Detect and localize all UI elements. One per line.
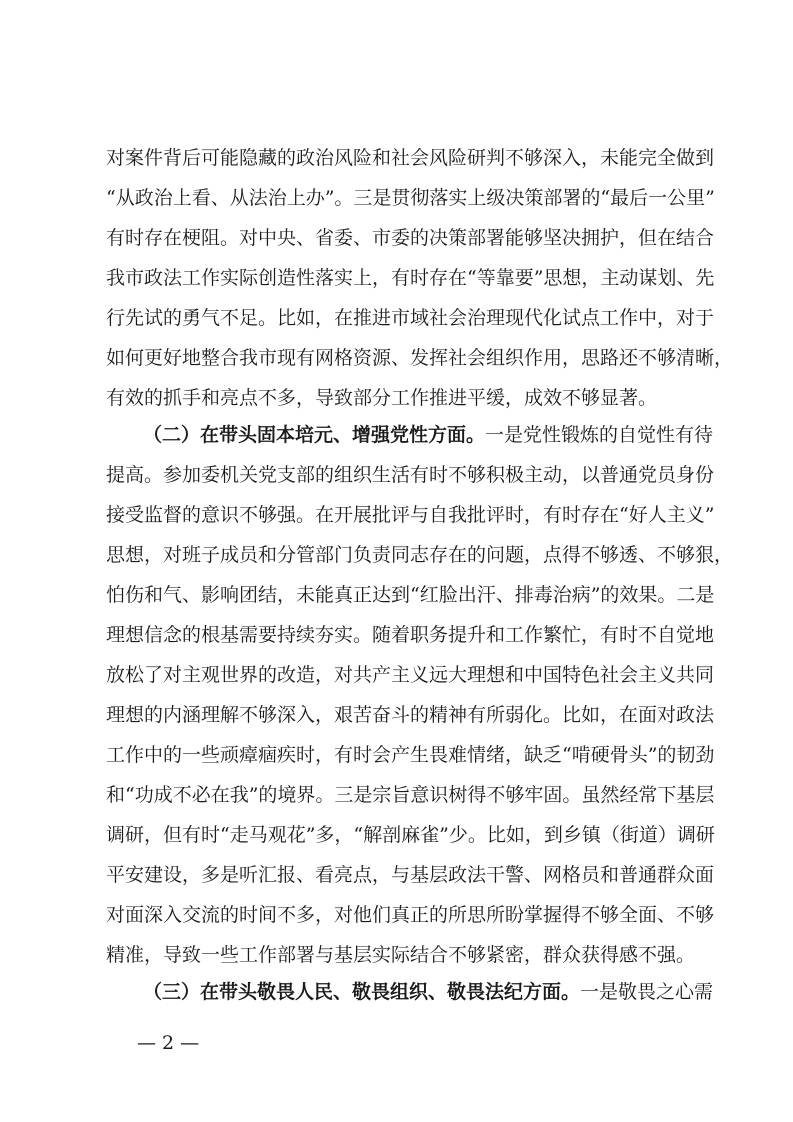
body-text-line: 理想信念的根基需要持续夯实。随着职务提升和工作繁忙，有时不自觉地 (106, 624, 715, 646)
body-text-line: “从政治上看、从法治上办”。三是贯彻落实上级决策部署的“最后一公里” (106, 187, 715, 209)
body-text-line: 理想的内涵理解不够深入，艰苦奋斗的精神有所弱化。比如，在面对政法 (106, 704, 715, 726)
body-text-line: 接受监督的意识不够强。在开展批评与自我批评时，有时存在“好人主义” (106, 504, 715, 526)
body-text-line: 思想，对班子成员和分管部门负责同志存在的问题，点得不够透、不够狠， (106, 544, 734, 566)
body-text-line: 放松了对主观世界的改造，对共产主义远大理想和中国特色社会主义共同 (106, 664, 715, 686)
section-2-heading: （二）在带头固本培元、增强党性方面。 (143, 424, 486, 446)
body-text-line: 调研，但有时“走马观花”多，“解剖麻雀”少。比如，到乡镇（街道）调研 (106, 824, 715, 846)
body-text-line: 精准，导致一些工作部署与基层实际结合不够紧密，群众获得感不强。 (106, 944, 696, 966)
body-text-line: 和“功成不必在我”的境界。三是宗旨意识树得不够牢固。虽然经常下基层 (106, 784, 715, 806)
section-3-heading: （三）在带头敬畏人民、敬畏组织、敬畏法纪方面。 (143, 981, 581, 1003)
body-text-line: 对案件背后可能隐藏的政治风险和社会风险研判不够深入，未能完全做到 (106, 147, 715, 169)
body-text-line: 对面深入交流的时间不多，对他们真正的所思所盼掌握得不够全面、不够 (106, 904, 715, 926)
body-text-line: 如何更好地整合我市现有网格资源、发挥社会组织作用，思路还不够清晰， (106, 347, 734, 369)
body-text-line: 平安建设，多是听汇报、看亮点，与基层政法干警、网格员和普通群众面 (106, 864, 715, 886)
page-number: — 2 — (137, 1032, 200, 1054)
section-3-first-line-text: 一是敬畏之心需 (580, 981, 714, 1003)
body-text-line: 提高。参加委机关党支部的组织生活有时不够积极主动，以普通党员身份 (106, 464, 715, 486)
section-2-first-line-text: 一是党性锻炼的自觉性有待 (485, 424, 714, 446)
body-text-line: 工作中的一些顽瘴痼疾时，有时会产生畏难情绪，缺乏“啃硬骨头”的韧劲 (106, 744, 715, 766)
section-2-first-line (143, 423, 714, 447)
section-3-first-line (143, 980, 714, 1004)
body-text-line: 我市政法工作实际创造性落实上，有时存在“等靠要”思想，主动谋划、先 (106, 267, 715, 289)
body-text-line: 有效的抓手和亮点不多，导致部分工作推进平缓，成效不够显著。 (106, 387, 658, 409)
body-text-line: 有时存在梗阻。对中央、省委、市委的决策部署能够坚决拥护，但在结合 (106, 227, 715, 249)
body-text-line: 怕伤和气、影响团结，未能真正达到“红脸出汗、排毒治病”的效果。二是 (106, 584, 715, 606)
body-text-line: 行先试的勇气不足。比如，在推进市域社会治理现代化试点工作中，对于 (106, 307, 715, 329)
